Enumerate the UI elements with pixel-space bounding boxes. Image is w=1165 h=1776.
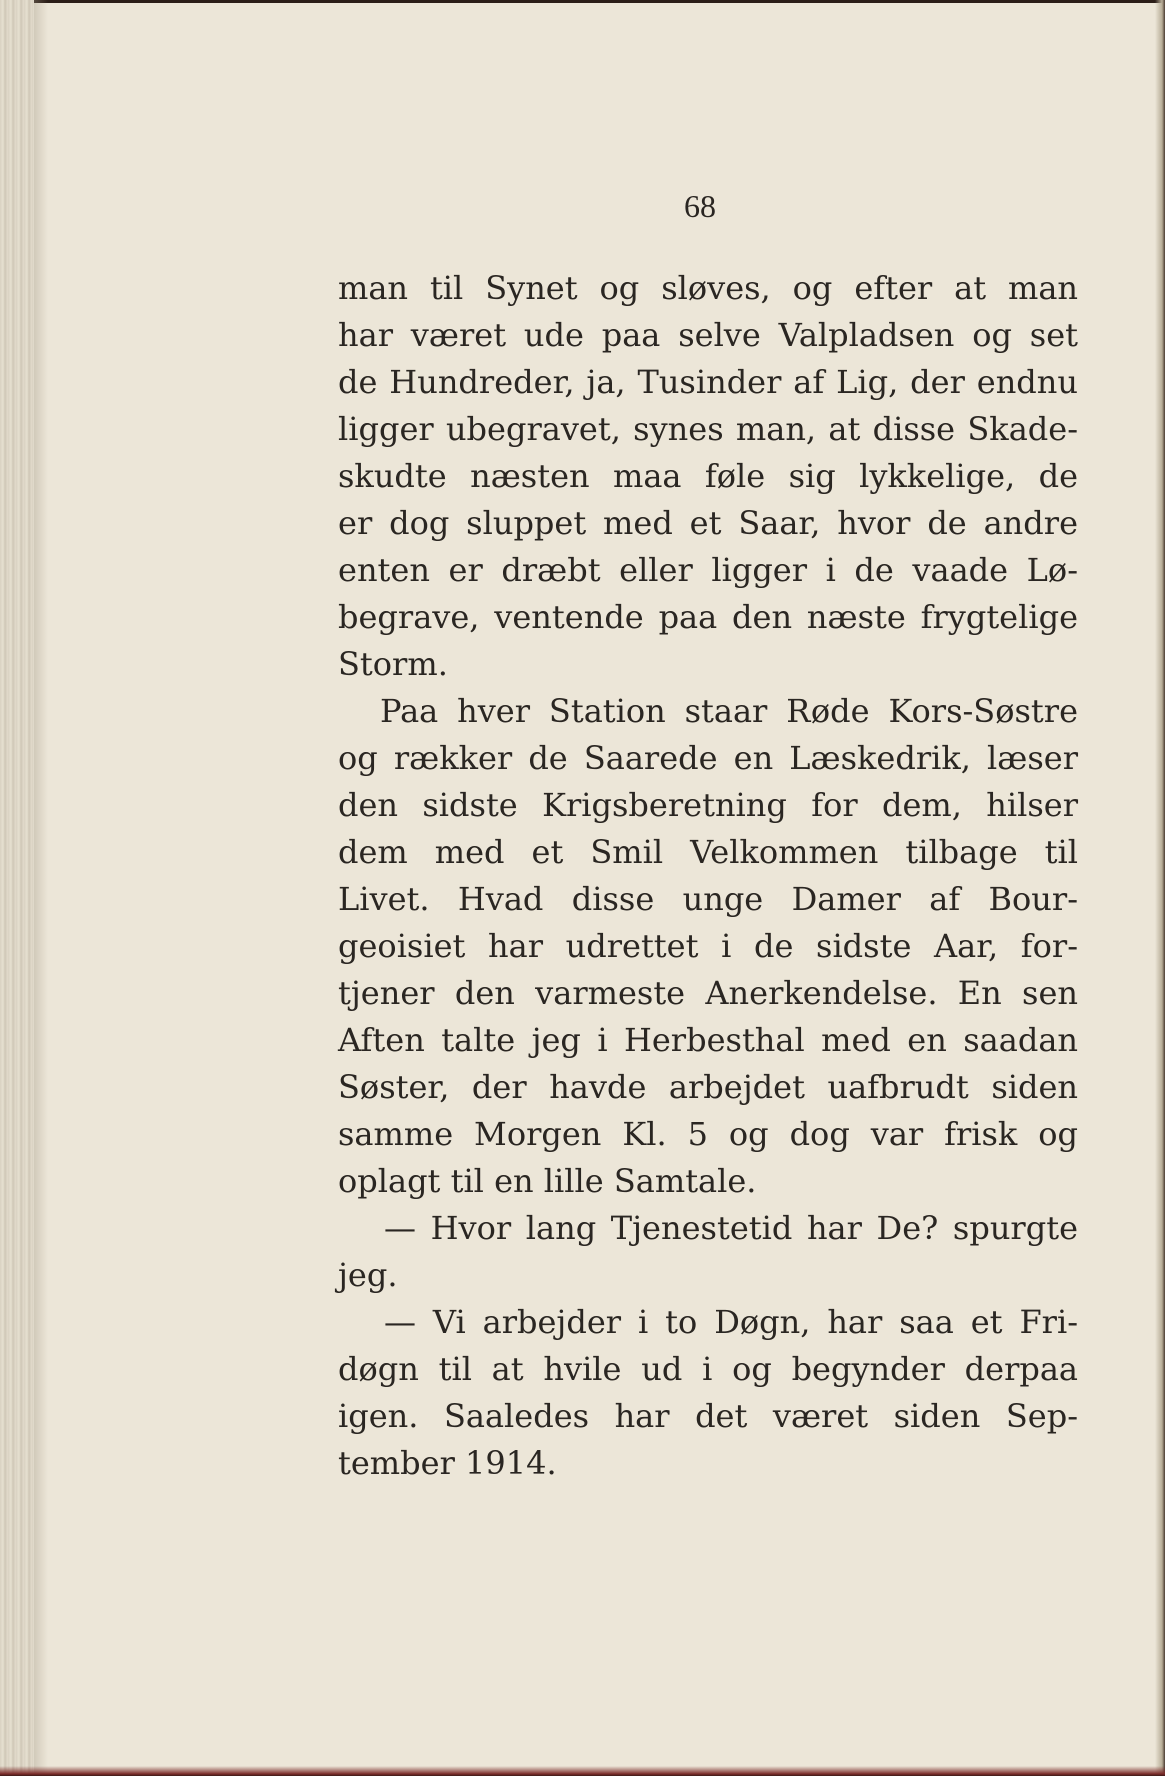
page-gutter	[0, 0, 34, 1776]
text-line: Søster, der havde arbejdet uafbrudt siden	[338, 1068, 1078, 1106]
text-line: ligger ubegravet, synes man, at disse Skade-	[338, 410, 1078, 448]
page-bottom-edge	[0, 1766, 1165, 1776]
text-line: enten er dræbt eller ligger i de vaade Lø-	[338, 551, 1078, 589]
text-line: skudte næsten maa føle sig lykkelige, de	[338, 457, 1078, 495]
page-top-edge	[0, 0, 1165, 3]
dialogue-line: — Vi arbejder i to Døgn, har saa et Fri-	[384, 1303, 1078, 1341]
body-text	[338, 265, 1078, 1487]
text-line: døgn til at hvile ud i og begynder derpaa	[338, 1350, 1078, 1388]
text-line: Aften talte jeg i Herbesthal med en saadan	[338, 1021, 1078, 1059]
text-line: geoisiet har udrettet i de sidste Aar, for-	[338, 927, 1078, 965]
text-line: begrave, ventende paa den næste frygtelige	[338, 598, 1078, 636]
text-line: er dog sluppet med et Saar, hvor de andre	[338, 504, 1078, 542]
text-line: den sidste Krigsberetning for dem, hilser	[338, 786, 1078, 824]
text-line: jeg.	[338, 1256, 398, 1294]
dialogue-line: — Hvor lang Tjenestetid har De? spurgte	[384, 1209, 1078, 1247]
text-line: de Hundreder, ja, Tusinder af Lig, der endnu	[338, 363, 1078, 401]
text-line: igen. Saaledes har det været siden Sep-	[338, 1397, 1078, 1435]
text-line: Storm.	[338, 645, 448, 683]
text-line: har været ude paa selve Valpladsen og set	[338, 316, 1078, 354]
text-line: og rækker de Saarede en Læskedrik, læser	[338, 739, 1078, 777]
gutter-shadow	[34, 0, 48, 1776]
paragraph-first-line: Paa hver Station staar Røde Kors-Søstre	[380, 692, 1078, 730]
text-line: dem med et Smil Velkommen tilbage til	[338, 833, 1078, 871]
text-line: tjener den varmeste Anerkendelse. En sen	[338, 974, 1078, 1012]
page-number: 68	[684, 188, 716, 224]
text-line: man til Synet og sløves, og efter at man	[338, 269, 1078, 307]
text-line: Livet. Hvad disse unge Damer af Bour-	[338, 880, 1078, 918]
text-line: oplagt til en lille Samtale.	[338, 1162, 757, 1200]
page-right-edge	[1155, 0, 1165, 1776]
text-line: samme Morgen Kl. 5 og dog var frisk og	[338, 1115, 1078, 1153]
text-line: tember 1914.	[338, 1444, 557, 1482]
